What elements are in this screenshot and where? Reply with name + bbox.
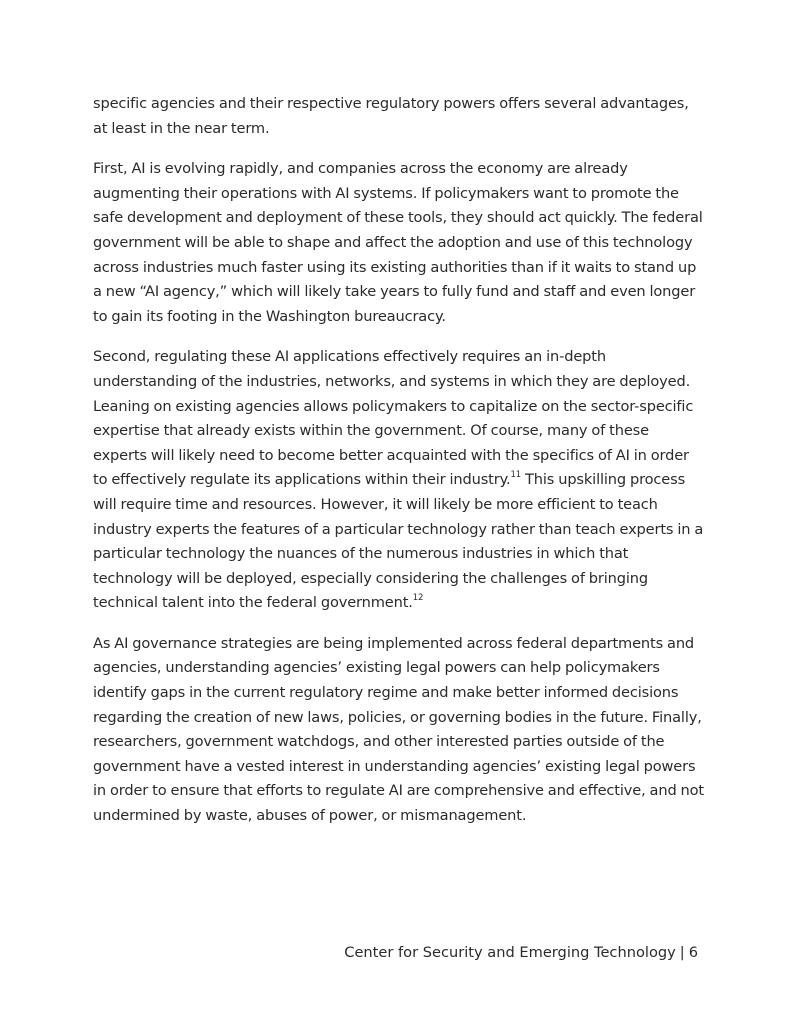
paragraph-first-reason	[93, 157, 705, 329]
paragraph-continued	[93, 92, 705, 141]
page-number: 6	[688, 944, 698, 961]
paragraph-second-reason	[93, 345, 705, 616]
paragraph-text-part-a: Second, regulating these AI applications effectively requires an in-depth understanding of the industries, networks, and systems in which they are deployed. Leaning on existing agencies allows policymakers to capitalize on the sector-specific expertise that already exists within the government. Of course, many of these experts will likely need to become better acquainted with the specifics of AI in order to effectively regulate its applications within their industry.	[93, 348, 694, 489]
body-text	[93, 92, 705, 845]
paragraph-text: As AI governance strategies are being implemented across federal departments and agencies, understanding agencies’ existing legal powers can help policymakers identify gaps in the current regulatory regime and make better informed decisions regarding the creation of new laws, policies, or governing bodies in the future. Finally, researchers, government watchdogs, and other interested parties outside of the government have a vested interest in understanding agencies’ existing legal powers in order to ensure that efforts to regulate AI are comprehensive and effective, and not undermined by waste, abuses of power, or mismanagement.	[93, 634, 704, 825]
footer-separator: |	[679, 944, 685, 961]
paragraph-text-part-b: This upskilling process will require time and resources. However, it will likely be more efficient to teach industry experts the features of a particular technology rather than teach experts in a particular technology the nuances of the numerous industries in which that technology will be deployed, especially considering the challenges of bringing technical talent into the federal government.	[93, 471, 704, 612]
paragraph-text: First, AI is evolving rapidly, and companies across the economy are already augmenting their operations with AI systems. If policymakers want to promote the safe development and deployment of these tools, they should act quickly. The federal government will be able to shape and affect the adoption and use of this technology across industries much faster using its existing authorities than if it waits to stand up a new “AI agency,” which will likely take years to fully fund and staff and even longer to gain its footing in the Washington bureaucracy.	[93, 160, 703, 325]
paragraph-text: specific agencies and their respective regulatory powers offers several advantages, at least in the near term.	[93, 95, 689, 137]
footer-org-name: Center for Security and Emerging Technology	[344, 944, 676, 961]
footnote-ref-11[interactable]: 11	[510, 470, 522, 481]
page-footer	[344, 942, 698, 964]
paragraph-governance	[93, 632, 705, 829]
footnote-ref-12[interactable]: 12	[412, 593, 424, 604]
